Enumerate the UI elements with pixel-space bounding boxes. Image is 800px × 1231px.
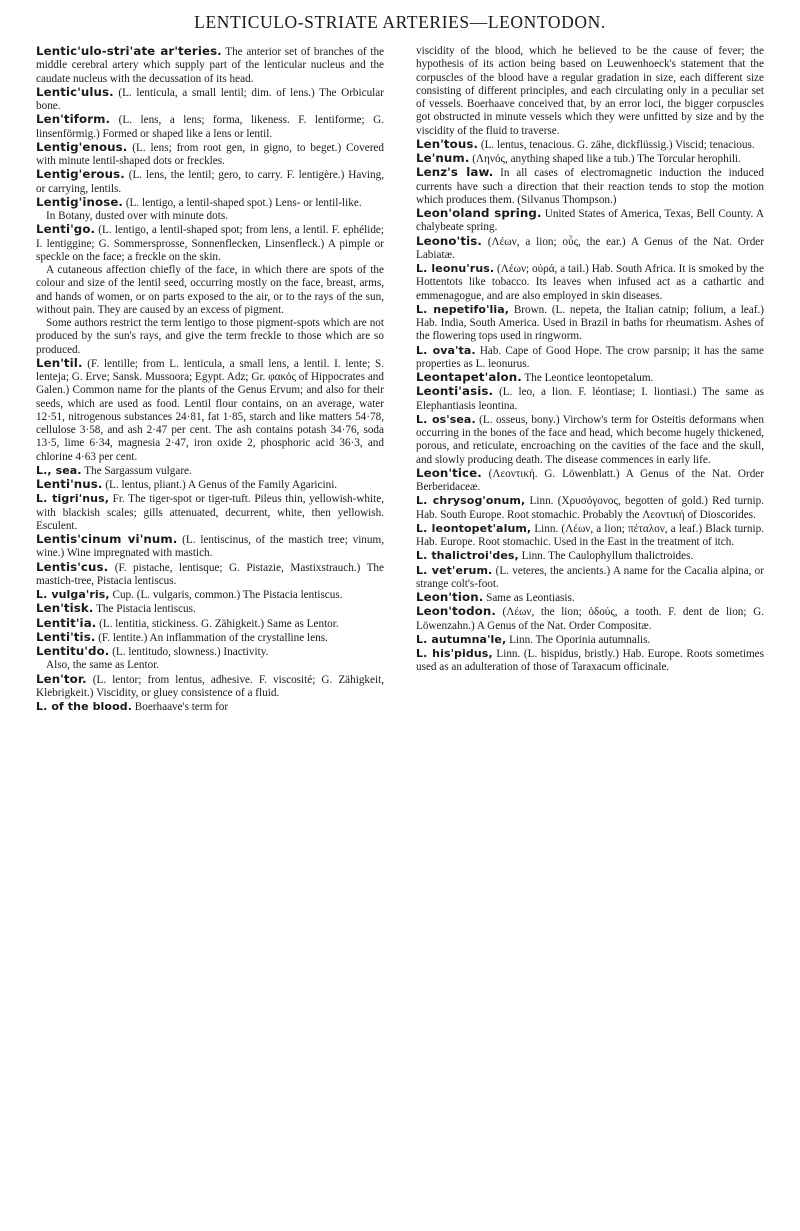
- entry-text: Linn. The Caulophyllum thalictroides.: [518, 550, 694, 563]
- entry-text: (L. lenticula, a small lentil; dim. of lens.) The Orbicular bone.: [36, 86, 384, 112]
- entry-text: Some authors restrict the term lentigo to those pigment-spots which are not produced by the sun's rays, and give the term freckle to those which are so produced.: [36, 317, 384, 356]
- dictionary-entry: [416, 152, 764, 166]
- dictionary-entry: [416, 371, 764, 385]
- entry-text: (L. lentus, pliant.) A Genus of the Family Agaricini.: [102, 479, 338, 491]
- dictionary-entry: [416, 303, 764, 344]
- dictionary-entry: [36, 141, 384, 169]
- dictionary-entry: [416, 262, 764, 303]
- entry-text: A cutaneous affection chiefly of the face, in which there are spots of the colour and size of the lentil seed, occurring mostly on the face, breast, arms, and hands of women, or on parts exposed to the air, or to the rays of the sun, without pain. They are caused by an excess of pigment.: [36, 264, 384, 316]
- running-head: LENTICULO-STRIATE ARTERIES—LEONTODON.: [194, 12, 606, 32]
- entry-headword: Leontapet'alon.: [416, 370, 522, 384]
- entry-headword: L. tigri'nus,: [36, 492, 109, 506]
- entry-headword: Lentig'enous.: [36, 139, 128, 154]
- entry-text: (L. osseus, bony.) Virchow's term for Osteitis deformans when occurring in the bones of the face and head, which become hugely thickened, porous, and reticulate, encroaching on the cavities of the face and the skull, and slowly producing death. The disease commences in early life.: [416, 413, 764, 466]
- entry-text: Linn. (Χρυσόγονος, begotten of gold.) Red turnip. Hab. South Europe. Root stomachic. Probably the Λεοντική of Dioscorides.: [416, 495, 764, 521]
- entry-text: (F. lentille; from L. lenticula, a small lens, a lentil. I. lente; S. lenteja; G. Erve; Sansk. Mussoora; Egypt. Adz; Gr. φακός of Hippocrates and Galen.) Common name for the plants of the Genus Ervum; and also for their seeds, which are used as food. Lentil flour contains, on an average, water 12·51, nitrogenous substances 24·81, fat 1·85, starch and like matters 54·78, cellulose 3·58, and ash 2·47 per cent. The ash contains potash 34·76, soda 13·5, lime 6·34, magnesia 2·47, iron oxide 2, phosphoric acid 36·3, and chlorine 4·63 per cent.: [36, 357, 384, 463]
- entry-headword: L. vulga'ris,: [36, 588, 110, 601]
- entry-headword: Lentic'ulo-stri'ate ar'teries.: [36, 44, 222, 58]
- entry-headword: Len'til.: [36, 355, 83, 370]
- entry-text: (Λέων, the lion; ὀδούς, a tooth. F. dent de lion; G. Löwenzahn.) A Genus of the Nat. Order Compositæ.: [416, 606, 764, 632]
- entry-text: (Λέων, a lion; οὖς, the ear.) A Genus of the Nat. Order Labiatæ.: [416, 235, 764, 261]
- dictionary-entry: [416, 647, 764, 675]
- dictionary-entry: [416, 591, 764, 605]
- entry-headword: L. his'pidus,: [416, 647, 493, 660]
- entry-headword: Leon'tice.: [416, 465, 482, 480]
- entry-headword: L. leonu'rus.: [416, 262, 495, 275]
- dictionary-entry: [36, 357, 384, 464]
- dictionary-entry: [416, 344, 764, 372]
- dictionary-entry: [416, 166, 764, 207]
- dictionary-entry: [36, 561, 384, 589]
- entry-text: The Pistacia lentiscus.: [93, 603, 196, 616]
- dictionary-entry: [36, 223, 384, 264]
- dictionary-entry: [416, 138, 764, 152]
- entry-text: Linn. The Oporinia autumnalis.: [506, 633, 651, 646]
- dictionary-entry: [36, 588, 384, 602]
- entry-text: (L. lentitudo, slowness.) Inactivity.: [109, 646, 269, 658]
- right-column: [416, 45, 764, 675]
- entry-headword: Leon'oland spring.: [416, 206, 542, 220]
- dictionary-entry: [416, 235, 764, 263]
- dictionary-entry: [36, 317, 384, 357]
- entry-headword: L. os'sea.: [416, 412, 476, 426]
- entry-headword: L. nepetifo'lia,: [416, 302, 510, 316]
- entry-text: viscidity of the blood, which he believed to be the cause of fever; the hypothesis of its action being based on Leuwenhoeck's statement that the corpuscles of the blood have a regular gradation in size, each different size consisting of different principles, and each circulating only in a peculiar set of vessels. Boerhaave conceived that, by an error loci, the bigger corpuscles got obstructed in minute vessels which they were unfitted by size and by the viscidity of the fluid to traverse.: [416, 45, 764, 137]
- dictionary-entry: [36, 492, 384, 533]
- entry-text: (L. lentigo, a lentil-shaped spot; from lens, a lentil. F. ephélide; I. lentiggine; G. Sommersprosse, Sonnenflecken, Linsenfleck.) A pimple or speckle on the face; a freckle on the skin.: [36, 224, 384, 263]
- entry-headword: Lenti'nus.: [36, 477, 103, 491]
- dictionary-entry: [36, 700, 384, 714]
- entry-text: Boerhaave's term for: [131, 701, 229, 713]
- dictionary-entry: [416, 549, 764, 563]
- dictionary-entry: [416, 605, 764, 633]
- dictionary-entry: [36, 602, 384, 616]
- entry-text: (L. lentor; from lentus, adhesive. F. viscosité; G. Zähigkeit, Klebrigkeit.) Viscidity, or gluey consistence of a fluid.: [36, 673, 384, 699]
- entry-text: Linn. (Λέων, a lion; πέταλον, a leaf.) Black turnip. Hab. Europe. Root stomachic. Used in the East in the treatment of itch.: [416, 522, 764, 548]
- dictionary-entry: [36, 210, 384, 223]
- dictionary-entry: [36, 86, 384, 114]
- entry-headword: L. vet'erum.: [416, 563, 493, 577]
- dictionary-entry: [416, 413, 764, 467]
- entry-headword: L., sea.: [36, 463, 82, 477]
- entry-headword: Len'tous.: [416, 136, 479, 151]
- entry-text: (L. lens, a lens; forma, likeness. F. lentiforme; G. linsenförmig.) Formed or shaped like a lens or lentil.: [36, 114, 384, 140]
- entry-headword: Lentis'cus.: [36, 559, 109, 574]
- dictionary-entry: [36, 464, 384, 478]
- entry-text: Fr. The tiger-spot or tiger-tuft. Pileus thin, yellowish-white, with blackish scales; gills attenuated, decurrent, white, then yellowish. Esculent.: [36, 493, 385, 532]
- entry-text: United States of America, Texas, Bell County. A chalybeate spring.: [416, 208, 765, 234]
- dictionary-entry: [36, 673, 384, 701]
- entry-headword: Lentitu'do.: [36, 644, 110, 658]
- entry-headword: Leonti'asis.: [416, 384, 494, 399]
- entry-text: Brown. (L. nepeta, the Italian catnip; folium, a leaf.) Hab. India, South America. Used in Brazil in baths for rheumatism. Ashes of the flowering tops used in ringworm.: [416, 303, 764, 343]
- dictionary-entry: [36, 617, 384, 631]
- entry-text: (F. lentite.) An inflammation of the crystalline lens.: [95, 631, 328, 644]
- entry-text: (Λεοντική. G. Löwenblatt.) A Genus of the Nat. Order Berberidaceæ.: [416, 467, 764, 493]
- entry-headword: Lenz's law.: [416, 165, 494, 180]
- entry-text: (Ληνός, anything shaped like a tub.) The Torcular herophili.: [469, 153, 741, 165]
- dictionary-entry: [36, 168, 384, 196]
- dictionary-entry: [36, 478, 384, 492]
- dictionary-entry: [416, 467, 764, 495]
- dictionary-entry: [416, 207, 764, 235]
- entry-text: Also, the same as Lentor.: [46, 659, 160, 672]
- entry-text: The Sargassum vulgare.: [81, 464, 192, 477]
- dictionary-entry: [36, 45, 384, 86]
- entry-headword: L. autumna'le,: [416, 632, 507, 646]
- entry-headword: Lentis'cinum vi'num.: [36, 532, 178, 546]
- dictionary-entry: [36, 659, 384, 672]
- dictionary-entry: [416, 522, 764, 550]
- entry-headword: Len'tiform.: [36, 112, 111, 127]
- entry-text: (L. lentitia, stickiness. G. Zähigkeit.) Same as Lentor.: [96, 617, 339, 630]
- entry-text: (Λέων; οὐρά, a tail.) Hab. South Africa. It is smoked by the Hottentots like tobacco. Its leaves when infused act as a cathartic and emmenagogue, and are also employed in skin diseases.: [416, 263, 764, 302]
- entry-headword: Lentit'ia.: [36, 615, 97, 630]
- entry-text: In Botany, dusted over with minute dots.: [46, 210, 228, 222]
- entry-headword: Leono'tis.: [416, 233, 482, 248]
- dictionary-entry: [416, 633, 764, 647]
- entry-text: Linn. (L. hispidus, bristly.) Hab. Europe. Roots sometimes used as an adulteration of those of Taraxacum officinale.: [416, 648, 764, 674]
- entry-text: In all cases of electromagnetic induction the induced currents have such a direction that their reaction tends to stop the motion which produces them. (Silvanus Thompson.): [416, 167, 764, 206]
- entry-headword: L. ova'ta.: [416, 343, 476, 357]
- dictionary-entry: [36, 645, 384, 659]
- entry-headword: Leon'todon.: [416, 604, 496, 619]
- entry-headword: Le'num.: [416, 151, 470, 165]
- dictionary-entry: [36, 113, 384, 141]
- entry-text: The anterior set of branches of the middle cerebral artery which supply part of the lenticular nucleus and the caudate nucleus with the decussation of its head.: [36, 46, 385, 85]
- dictionary-entry: [416, 385, 764, 413]
- entry-text: (L. leo, a lion. F. léontiase; I. liontiasi.) The same as Elephantiasis leontina.: [416, 386, 764, 412]
- entry-headword: L. thalictroi'des,: [416, 549, 519, 563]
- entry-text: (L. veteres, the ancients.) A name for the Cacalia alpina, or strange colt's-foot.: [416, 564, 764, 590]
- dictionary-entry: [36, 533, 384, 561]
- dictionary-entry: [416, 564, 764, 592]
- entry-text: (L. lens; from root gen, in gigno, to beget.) Covered with minute lentil-shaped dots or freckles.: [36, 141, 384, 167]
- entry-text: (L. lentiscinus, of the mastich tree; vinum, wine.) Wine impregnated with mastich.: [36, 534, 384, 560]
- entry-text: (L. lentigo, a lentil-shaped spot.) Lens- or lentil-like.: [123, 196, 362, 209]
- entry-headword: Len'tor.: [36, 671, 87, 686]
- entry-headword: Lentig'inose.: [36, 194, 124, 209]
- entry-headword: Lentig'erous.: [36, 167, 125, 182]
- dictionary-entry: [416, 45, 764, 138]
- dictionary-entry: [416, 494, 764, 522]
- dictionary-entry: [36, 196, 384, 210]
- dictionary-entry: [36, 631, 384, 645]
- dictionary-entry: [36, 264, 384, 317]
- entry-text: (L. lens, the lentil; gero, to carry. F. lentigère.) Having, or carrying, lentils.: [36, 169, 384, 195]
- entry-headword: Len'tisk.: [36, 601, 94, 616]
- entry-headword: Leon'tion.: [416, 590, 484, 604]
- entry-headword: Lenti'tis.: [36, 629, 96, 644]
- entry-headword: Lenti'go.: [36, 222, 96, 237]
- entry-headword: L. chrysog'onum,: [416, 494, 526, 508]
- entry-headword: Lentic'ulus.: [36, 84, 114, 99]
- left-column: [36, 45, 384, 714]
- entry-text: Same as Leontiasis.: [483, 592, 575, 604]
- entry-text: (F. pistache, lentisque; G. Pistazie, Mastixstrauch.) The mastich-tree, Pistacia lentiscus.: [36, 561, 384, 587]
- entry-headword: L. of the blood.: [36, 700, 132, 713]
- entry-text: (L. lentus, tenacious. G. zähe, dickflüssig.) Viscid; tenacious.: [478, 138, 755, 151]
- entry-text: Cup. (L. vulgaris, common.) The Pistacia lentiscus.: [109, 589, 343, 601]
- entry-text: Hab. Cape of Good Hope. The crow parsnip; it has the same properties as L. leonurus.: [416, 344, 765, 370]
- entry-headword: L. leontopet'alum,: [416, 521, 532, 535]
- entry-text: The Leontice leontopetalum.: [521, 372, 654, 384]
